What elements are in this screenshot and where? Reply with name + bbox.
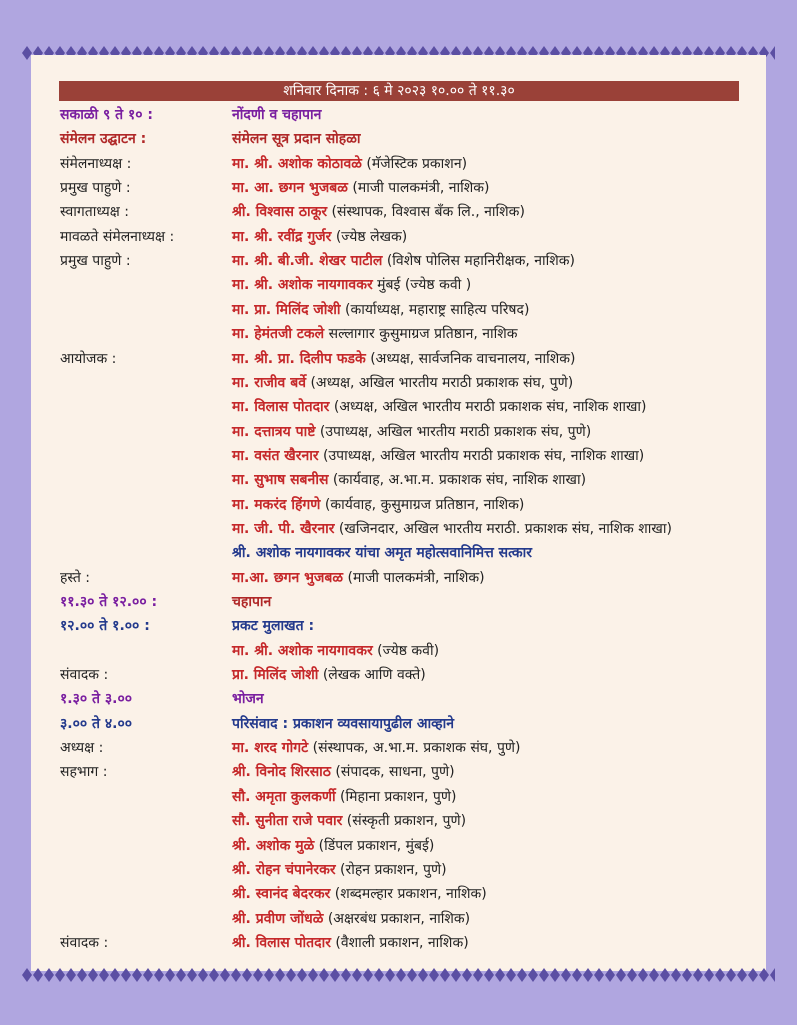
row-value — [232, 786, 456, 808]
row-value — [232, 128, 361, 150]
row-value — [232, 201, 525, 223]
border-diamond — [143, 968, 153, 982]
row-value — [232, 737, 521, 759]
border-diamond — [561, 968, 571, 982]
person-name: श्री. रोहन चंपानेरकर — [232, 861, 336, 878]
border-diamond — [121, 968, 131, 982]
schedule-row — [0, 761, 797, 785]
person-detail: (अध्यक्ष, अखिल भारतीय मराठी प्रकाशक संघ, पुणे) — [306, 374, 574, 391]
row-value — [232, 396, 647, 418]
section-heading: नोंदणी व चहापान — [232, 107, 322, 123]
person-detail: सल्लागार कुसुमाग्रज प्रतिष्ठान, नाशिक — [324, 326, 518, 343]
border-diamond — [352, 968, 362, 982]
schedule-row — [0, 494, 797, 518]
schedule-row — [0, 104, 797, 128]
person-detail: (कार्यवाह, कुसुमाग्रज प्रतिष्ठान, नाशिक) — [320, 496, 525, 513]
row-value — [232, 274, 471, 296]
person-detail: (लेखक आणि वक्ते) — [318, 667, 426, 684]
border-diamond — [66, 968, 76, 982]
border-diamond — [77, 968, 87, 982]
border-diamond — [682, 968, 692, 982]
border-diamond — [605, 968, 615, 982]
border-diamond — [440, 968, 450, 982]
row-value — [232, 713, 454, 735]
schedule-row — [0, 615, 797, 639]
person-name: श्री. विनोद शिरसाठ — [232, 764, 331, 781]
schedule-row — [0, 786, 797, 810]
row-value — [232, 567, 485, 589]
border-diamond — [385, 968, 395, 982]
row-value — [232, 469, 586, 491]
row-label: १२.०० ते १.०० : — [60, 618, 150, 635]
person-name: श्री. अशोक मुळे — [232, 837, 315, 854]
border-diamond — [110, 968, 120, 982]
person-name: सौ. सुनीता राजे पवार — [232, 813, 343, 830]
row-value — [232, 299, 529, 321]
person-name: मा. श्री. अशोक नायगावकर — [232, 642, 373, 659]
person-detail: (ज्येष्ठ लेखक) — [331, 228, 408, 245]
person-detail: (कार्यवाह, अ.भा.म. प्रकाशक संघ, नाशिक शाखा) — [328, 472, 587, 489]
border-diamond — [209, 968, 219, 982]
person-name: मा. राजीव बर्वे — [232, 374, 306, 391]
schedule-row — [0, 445, 797, 469]
border-diamond — [286, 968, 296, 982]
row-value — [232, 445, 644, 467]
person-name: मा. विलास पोतदार — [232, 399, 330, 416]
person-name: मा. सुभाष सबनीस — [232, 472, 329, 489]
person-detail: (उपाध्यक्ष, अखिल भारतीय मराठी प्रकाशक संघ, पुणे) — [315, 423, 592, 440]
border-diamond — [55, 968, 65, 982]
section-heading: परिसंवाद : प्रकाशन व्यवसायापुढील आव्हाने — [232, 715, 455, 732]
person-detail: (डिंपल प्रकाशन, मुंबई) — [314, 837, 435, 854]
person-detail: (संस्कृती प्रकाशन, पुणे) — [342, 813, 467, 830]
border-diamond — [363, 968, 373, 982]
person-detail: (कार्याध्यक्ष, महाराष्ट्र साहित्य परिषद) — [340, 301, 530, 318]
row-value — [232, 640, 439, 662]
person-name: मा. जी. पी. खैरनार — [232, 520, 335, 537]
row-value — [232, 421, 591, 443]
row-label: संवादक : — [60, 667, 109, 684]
border-diamond — [495, 968, 505, 982]
schedule-row — [0, 713, 797, 737]
row-label: हस्ते : — [60, 569, 91, 586]
schedule-row — [0, 421, 797, 445]
bottom-border — [22, 966, 775, 984]
border-diamond — [275, 968, 285, 982]
person-name: श्री. स्वानंद बेदरकर — [232, 886, 331, 903]
schedule-row — [0, 226, 797, 250]
border-diamond — [572, 968, 582, 982]
schedule-row — [0, 883, 797, 907]
border-diamond — [737, 968, 747, 982]
person-detail: (मिहाना प्रकाशन, पुणे) — [335, 788, 457, 805]
border-diamond — [462, 968, 472, 982]
border-diamond — [242, 968, 252, 982]
row-value — [232, 908, 470, 930]
border-diamond — [660, 968, 670, 982]
row-label: सकाळी ९ ते १० : — [60, 107, 154, 123]
section-heading: संमेलन सूत्र प्रदान सोहळा — [232, 131, 361, 148]
person-detail: (अध्यक्ष, सार्वजनिक वाचनालय, नाशिक) — [365, 350, 576, 367]
border-diamond — [748, 968, 758, 982]
section-heading: प्रकट मुलाखत : — [232, 618, 315, 635]
person-detail: (मॅजेस्टिक प्रकाशन) — [361, 155, 468, 172]
border-diamond — [451, 968, 461, 982]
border-diamond — [726, 968, 736, 982]
border-diamond — [88, 968, 98, 982]
border-diamond — [418, 968, 428, 982]
row-value — [232, 688, 264, 710]
border-diamond — [550, 968, 560, 982]
border-diamond — [264, 968, 274, 982]
border-diamond — [594, 968, 604, 982]
row-value — [232, 883, 487, 905]
schedule-row — [0, 542, 797, 566]
person-detail: (उपाध्यक्ष, अखिल भारतीय मराठी प्रकाशक संघ, नाशिक शाखा) — [318, 447, 645, 464]
person-name: प्रा. मिलिंद जोशी — [232, 667, 319, 684]
border-diamond — [330, 968, 340, 982]
border-diamond — [253, 968, 263, 982]
person-detail: (माजी पालकमंत्री, नाशिक) — [343, 569, 485, 586]
person-detail: (संस्थापक, अ.भा.म. प्रकाशक संघ, पुणे) — [308, 740, 521, 757]
row-label: संवादक : — [60, 934, 109, 951]
schedule-row — [0, 737, 797, 761]
schedule-row — [0, 835, 797, 859]
border-diamond — [770, 968, 775, 982]
row-value — [232, 591, 271, 613]
section-heading: श्री. अशोक नायगावकर यांचा अमृत महोत्सवानिमित्त सत्कार — [232, 545, 533, 562]
border-diamond — [44, 968, 54, 982]
border-diamond — [693, 968, 703, 982]
border-diamond — [198, 968, 208, 982]
schedule-row — [0, 567, 797, 591]
person-name: मा. श्री. बी.जी. शेखर पाटील — [232, 253, 383, 270]
person-detail: (माजी पालकमंत्री, नाशिक) — [347, 180, 490, 197]
diamond-border-bottom — [22, 966, 775, 984]
schedule-row — [0, 810, 797, 834]
person-name: मा. श्री. प्रा. दिलीप फडके — [232, 350, 366, 367]
row-value — [232, 348, 576, 370]
person-name: मा. हेमंतजी टकले — [232, 326, 325, 343]
person-name: मा. शरद गोगटे — [232, 740, 309, 757]
border-diamond — [506, 968, 516, 982]
person-name: सौ. अमृता कुलकर्णी — [232, 788, 336, 805]
person-detail: (शब्दमल्हार प्रकाशन, नाशिक) — [330, 886, 487, 903]
schedule-row — [0, 640, 797, 664]
border-diamond — [627, 968, 637, 982]
row-label: ३.०० ते ४.०० — [60, 715, 133, 732]
schedule-row — [0, 372, 797, 396]
border-diamond — [429, 968, 439, 982]
person-detail: (अध्यक्ष, अखिल भारतीय मराठी प्रकाशक संघ, नाशिक शाखा) — [329, 399, 647, 416]
row-value — [232, 932, 469, 954]
border-diamond — [165, 968, 175, 982]
row-value — [232, 372, 573, 394]
person-name: श्री. विश्वास ठाकूर — [232, 204, 328, 221]
border-diamond — [132, 968, 142, 982]
row-value — [232, 104, 321, 126]
person-detail: (ज्येष्ठ कवी) — [372, 642, 440, 659]
schedule-row — [0, 177, 797, 201]
row-label: स्वागताध्यक्ष : — [60, 204, 129, 221]
person-name: मा. मकरंद हिंगणे — [232, 496, 321, 513]
row-value — [232, 810, 466, 832]
border-diamond — [297, 968, 307, 982]
schedule-row — [0, 153, 797, 177]
border-diamond — [473, 968, 483, 982]
border-diamond — [341, 968, 351, 982]
person-detail: (रोहन प्रकाशन, पुणे) — [335, 861, 447, 878]
row-value — [232, 177, 490, 199]
border-diamond — [616, 968, 626, 982]
date-banner: शनिवार दिनाक : ६ मे २०२३ १०.०० ते ११.३० — [59, 81, 739, 101]
row-label: मावळते संमेलनाध्यक्ष : — [60, 228, 175, 245]
row-value — [232, 494, 524, 516]
row-value — [232, 250, 575, 272]
person-detail: (विशेष पोलिस महानिरीक्षक, नाशिक) — [382, 253, 576, 270]
schedule-row — [0, 518, 797, 542]
border-diamond — [715, 968, 725, 982]
border-diamond — [396, 968, 406, 982]
border-diamond — [539, 968, 549, 982]
border-diamond — [649, 968, 659, 982]
border-diamond — [517, 968, 527, 982]
border-diamond — [176, 968, 186, 982]
border-diamond — [220, 968, 230, 982]
row-value — [232, 761, 455, 783]
border-diamond — [99, 968, 109, 982]
border-diamond — [704, 968, 714, 982]
schedule-row — [0, 201, 797, 225]
border-diamond — [759, 968, 769, 982]
border-diamond — [671, 968, 681, 982]
border-diamond — [308, 968, 318, 982]
person-name: मा. प्रा. मिलिंद जोशी — [232, 301, 341, 318]
schedule-row — [0, 274, 797, 298]
row-value — [232, 542, 532, 564]
person-name: श्री. विलास पोतदार — [232, 934, 331, 951]
row-value — [232, 664, 426, 686]
schedule-row — [0, 688, 797, 712]
schedule-row — [0, 859, 797, 883]
row-label: ११.३० ते १२.०० : — [60, 594, 158, 610]
section-heading: चहापान — [232, 594, 272, 610]
schedule-row — [0, 299, 797, 323]
person-name: मा. श्री. अशोक नायगावकर — [232, 277, 373, 294]
row-label: १.३० ते ३.०० — [60, 691, 133, 708]
border-diamond — [319, 968, 329, 982]
person-detail: (खजिनदार, अखिल भारतीय मराठी. प्रकाशक संघ, नाशिक शाखा) — [334, 520, 672, 537]
row-label: आयोजक : — [60, 350, 117, 367]
row-label: प्रमुख पाहुणे : — [60, 180, 131, 197]
border-diamond — [583, 968, 593, 982]
row-label: संमेलनाध्यक्ष : — [60, 155, 132, 172]
person-detail: (संपादक, साधना, पुणे) — [330, 764, 455, 781]
person-detail: मुंबई (ज्येष्ठ कवी ) — [372, 277, 472, 294]
border-diamond — [770, 46, 775, 60]
person-name: मा. श्री. अशोक कोठावळे — [232, 155, 362, 172]
person-detail: (वैशाली प्रकाशन, नाशिक) — [330, 934, 469, 951]
row-value — [232, 615, 314, 637]
border-diamond — [33, 968, 43, 982]
border-diamond — [528, 968, 538, 982]
border-diamond — [187, 968, 197, 982]
person-name: मा. आ. छगन भुजबळ — [232, 180, 348, 197]
row-label: सहभाग : — [60, 764, 108, 781]
person-name: मा. दत्तात्रय पाष्टे — [232, 423, 316, 440]
row-value — [232, 835, 434, 857]
person-detail: (संस्थापक, विश्वास बँक लि., नाशिक) — [327, 204, 525, 221]
person-name: मा. श्री. रवींद्र गुर्जर — [232, 228, 332, 245]
border-diamond — [22, 968, 32, 982]
schedule-row — [0, 323, 797, 347]
row-value — [232, 518, 672, 540]
person-name: मा.आ. छगन भुजबळ — [232, 569, 344, 586]
schedule-row — [0, 664, 797, 688]
schedule-row — [0, 908, 797, 932]
section-heading: भोजन — [232, 691, 264, 708]
schedule-row — [0, 469, 797, 493]
schedule-row — [0, 396, 797, 420]
person-detail: (अक्षरबंध प्रकाशन, नाशिक) — [323, 910, 471, 927]
row-value — [232, 226, 407, 248]
row-value — [232, 153, 467, 175]
row-value — [232, 859, 447, 881]
row-label: अध्यक्ष : — [60, 740, 104, 757]
schedule-row — [0, 348, 797, 372]
border-diamond — [638, 968, 648, 982]
border-diamond — [484, 968, 494, 982]
person-name: मा. वसंत खैरनार — [232, 447, 319, 464]
border-diamond — [231, 968, 241, 982]
schedule-row — [0, 250, 797, 274]
row-label: प्रमुख पाहुणे : — [60, 253, 131, 270]
schedule-row — [0, 591, 797, 615]
person-name: श्री. प्रवीण जोंधळे — [232, 910, 324, 927]
border-diamond — [154, 968, 164, 982]
schedule-row — [0, 932, 797, 956]
schedule-row — [0, 128, 797, 152]
row-label: संमेलन उद्घाटन : — [60, 131, 147, 148]
row-value — [232, 323, 518, 345]
border-diamond — [407, 968, 417, 982]
border-diamond — [374, 968, 384, 982]
